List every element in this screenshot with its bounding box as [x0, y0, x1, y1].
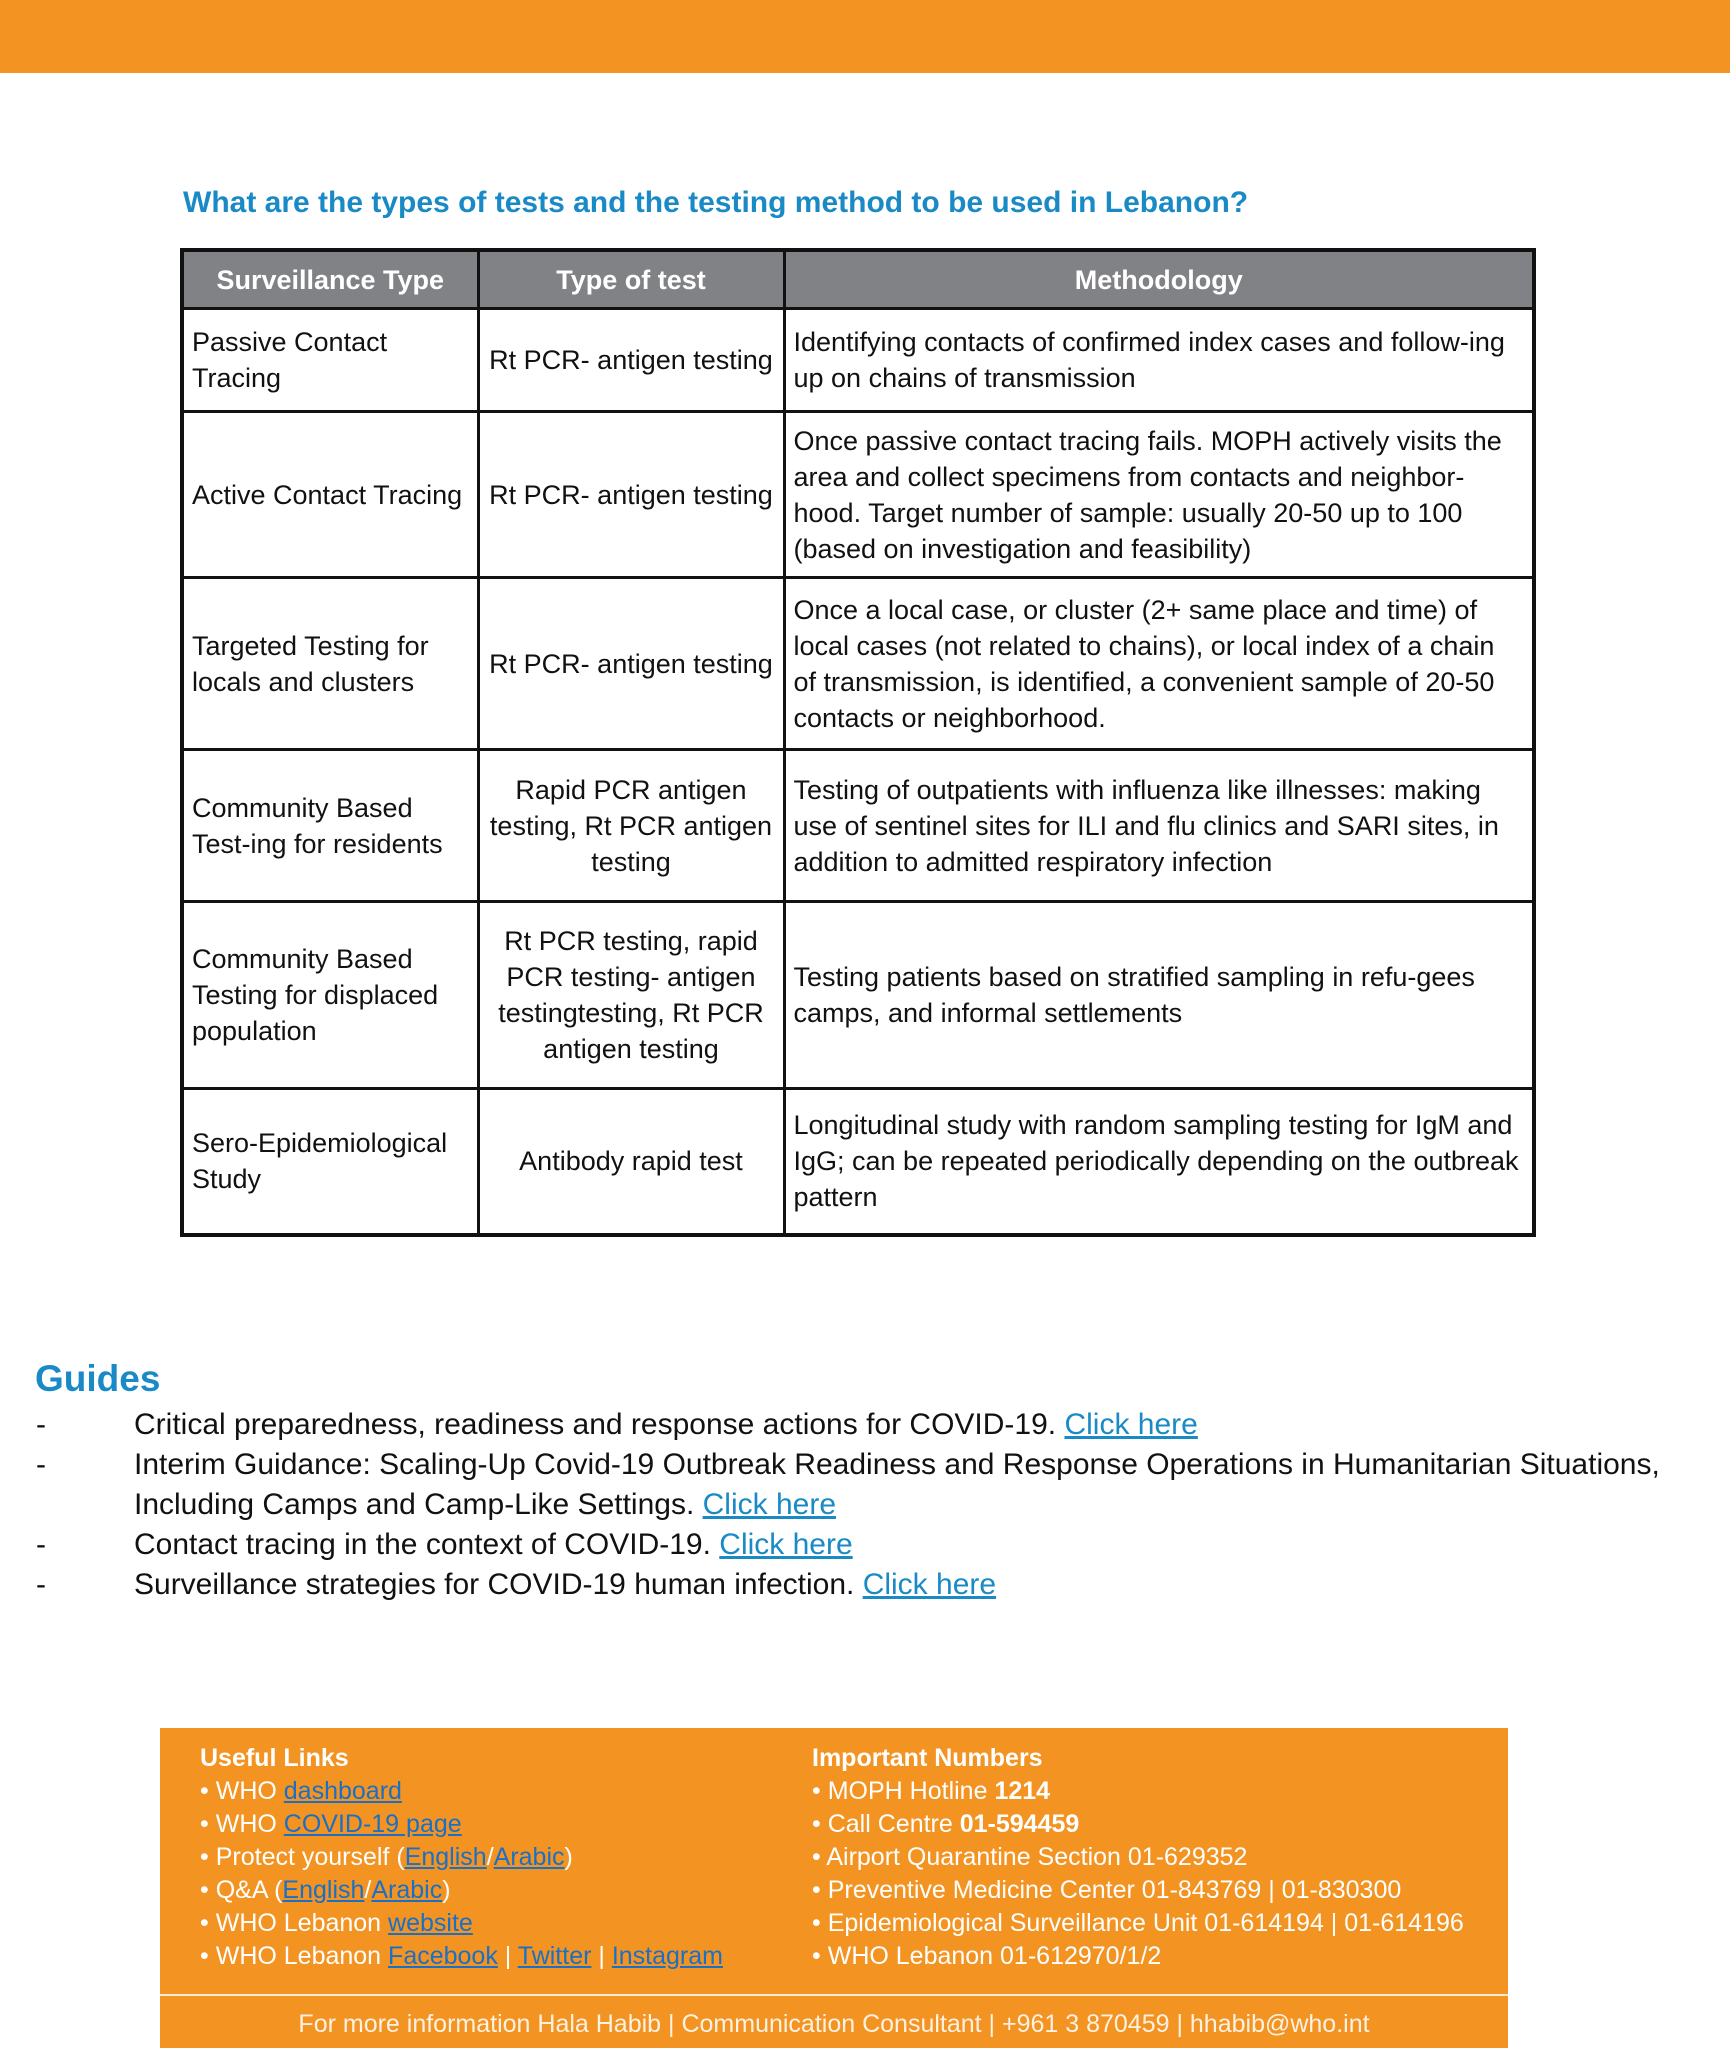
- guide-text: Surveillance strategies for COVID-19 human infection.: [134, 1568, 855, 1601]
- important-numbers-column: [812, 1742, 1464, 1973]
- table-row: [182, 902, 1534, 1089]
- contact-line: For more information Hala Habib | Communication Consultant | +961 3 870459 | hhabib@who.int: [298, 2010, 1370, 2038]
- footer-divider: [160, 1994, 1508, 1996]
- cell-surveillance-type: Community Based Test-ing for residents: [182, 750, 478, 902]
- list-bullet: -: [36, 1448, 46, 1481]
- useful-link-item: • Q&A (English/Arabic): [200, 1876, 451, 1904]
- facebook-link[interactable]: Facebook: [388, 1942, 498, 1970]
- footer-panel: [160, 1728, 1508, 2048]
- header-surveillance-type: Surveillance Type: [182, 250, 478, 309]
- table-row: [182, 309, 1534, 412]
- twitter-link[interactable]: Twitter: [517, 1942, 592, 1970]
- guide-text: Critical preparedness, readiness and response actions for COVID-19.: [134, 1408, 1057, 1441]
- table-row: [182, 578, 1534, 750]
- useful-links-title: Useful Links: [200, 1744, 349, 1772]
- number-item: • Airport Quarantine Section 01-629352: [812, 1843, 1248, 1871]
- number-item: • MOPH Hotline 1214: [812, 1777, 1051, 1805]
- table-header-row: [182, 250, 1534, 309]
- cell-surveillance-type: Targeted Testing for locals and clusters: [182, 578, 478, 750]
- cell-methodology: Testing of outpatients with influenza like illnesses: making use of sentinel sites for ILI and flu clinics and SARI sites, in addition to admitted respiratory infection: [784, 750, 1534, 902]
- header-methodology: Methodology: [784, 250, 1534, 309]
- cell-type-of-test: Antibody rapid test: [478, 1089, 784, 1235]
- top-orange-banner: [0, 0, 1730, 73]
- covid-page-link[interactable]: COVID-19 page: [283, 1810, 462, 1838]
- website-link[interactable]: website: [388, 1909, 473, 1937]
- number-item: • Epidemiological Surveillance Unit 01-614194 | 01-614196: [812, 1909, 1464, 1937]
- cell-surveillance-type: Passive Contact Tracing: [182, 309, 478, 412]
- number-item: • WHO Lebanon 01-612970/1/2: [812, 1942, 1162, 1970]
- cell-methodology: Once passive contact tracing fails. MOPH actively visits the area and collect specimens from contacts and neighbor-hood. Target number of sample: usually 20-50 up to 100 (based on investigation and feasibility): [784, 412, 1534, 578]
- dashboard-link[interactable]: dashboard: [283, 1777, 402, 1805]
- cell-type-of-test: Rt PCR- antigen testing: [478, 578, 784, 750]
- protect-english-link[interactable]: English: [404, 1843, 487, 1871]
- cell-surveillance-type: Active Contact Tracing: [182, 412, 478, 578]
- header-type-of-test: Type of test: [478, 250, 784, 309]
- cell-type-of-test: Rt PCR- antigen testing: [478, 412, 784, 578]
- cell-methodology: Identifying contacts of confirmed index cases and follow-ing up on chains of transmission: [784, 309, 1534, 412]
- cell-type-of-test: Rt PCR- antigen testing: [478, 309, 784, 412]
- list-bullet: -: [36, 1528, 46, 1561]
- list-item: [0, 1405, 1700, 1445]
- important-numbers-title: Important Numbers: [812, 1744, 1043, 1772]
- cell-methodology: Once a local case, or cluster (2+ same place and time) of local cases (not related to chains), or local index of a chain of transmission, is identified, a convenient sample of 20-50 contacts or neighborhood.: [784, 578, 1534, 750]
- useful-links-column: [200, 1742, 723, 1973]
- guides-heading: Guides: [35, 1358, 161, 1399]
- list-item: [0, 1565, 1700, 1605]
- cell-type-of-test: Rt PCR testing, rapid PCR testing- antigen testingtesting, Rt PCR antigen testing: [478, 902, 784, 1089]
- list-item: [0, 1445, 1700, 1525]
- useful-link-item: • WHO Lebanon website: [200, 1909, 473, 1937]
- protect-arabic-link[interactable]: Arabic: [493, 1843, 565, 1871]
- table-row: [182, 750, 1534, 902]
- instagram-link[interactable]: Instagram: [611, 1942, 723, 1970]
- click-here-link[interactable]: Click here: [1064, 1408, 1198, 1441]
- click-here-link[interactable]: Click here: [862, 1568, 997, 1601]
- number-item: • Call Centre 01-594459: [812, 1810, 1080, 1838]
- list-bullet: -: [36, 1408, 46, 1441]
- guide-text: Contact tracing in the context of COVID-19.: [134, 1528, 711, 1561]
- cell-methodology: Longitudinal study with random sampling testing for IgM and IgG; can be repeated periodically depending on the outbreak pattern: [784, 1089, 1534, 1235]
- click-here-link[interactable]: Click here: [702, 1488, 837, 1521]
- cell-surveillance-type: Community Based Testing for displaced population: [182, 902, 478, 1089]
- click-here-link[interactable]: Click here: [719, 1528, 853, 1561]
- table-row: [182, 412, 1534, 578]
- testing-methods-table: [180, 248, 1536, 1237]
- list-item: [0, 1525, 1700, 1565]
- guides-list: [0, 1405, 1700, 1605]
- number-item: • Preventive Medicine Center 01-843769 | 01-830300: [812, 1876, 1402, 1904]
- cell-surveillance-type: Sero-Epidemiological Study: [182, 1089, 478, 1235]
- cell-methodology: Testing patients based on stratified sampling in refu-gees camps, and informal settlements: [784, 902, 1534, 1089]
- useful-link-item: • WHO Lebanon Facebook | Twitter | Instagram: [200, 1942, 723, 1970]
- qa-arabic-link[interactable]: Arabic: [371, 1876, 443, 1904]
- list-bullet: -: [36, 1568, 46, 1601]
- useful-link-item: • Protect yourself (English/Arabic): [200, 1843, 573, 1871]
- section-question-heading: What are the types of tests and the testing method to be used in Lebanon?: [183, 186, 1249, 219]
- qa-english-link[interactable]: English: [282, 1876, 365, 1904]
- guide-text: Interim Guidance: Scaling-Up Covid-19 Outbreak Readiness and Response Operations in Humanitarian Situations, Including Camps and Camp-Like Settings.: [134, 1448, 1660, 1521]
- table-row: [182, 1089, 1534, 1235]
- useful-link-item: • WHO dashboard: [200, 1777, 402, 1805]
- useful-link-item: • WHO COVID-19 page: [200, 1810, 462, 1838]
- cell-type-of-test: Rapid PCR antigen testing, Rt PCR antigen testing: [478, 750, 784, 902]
